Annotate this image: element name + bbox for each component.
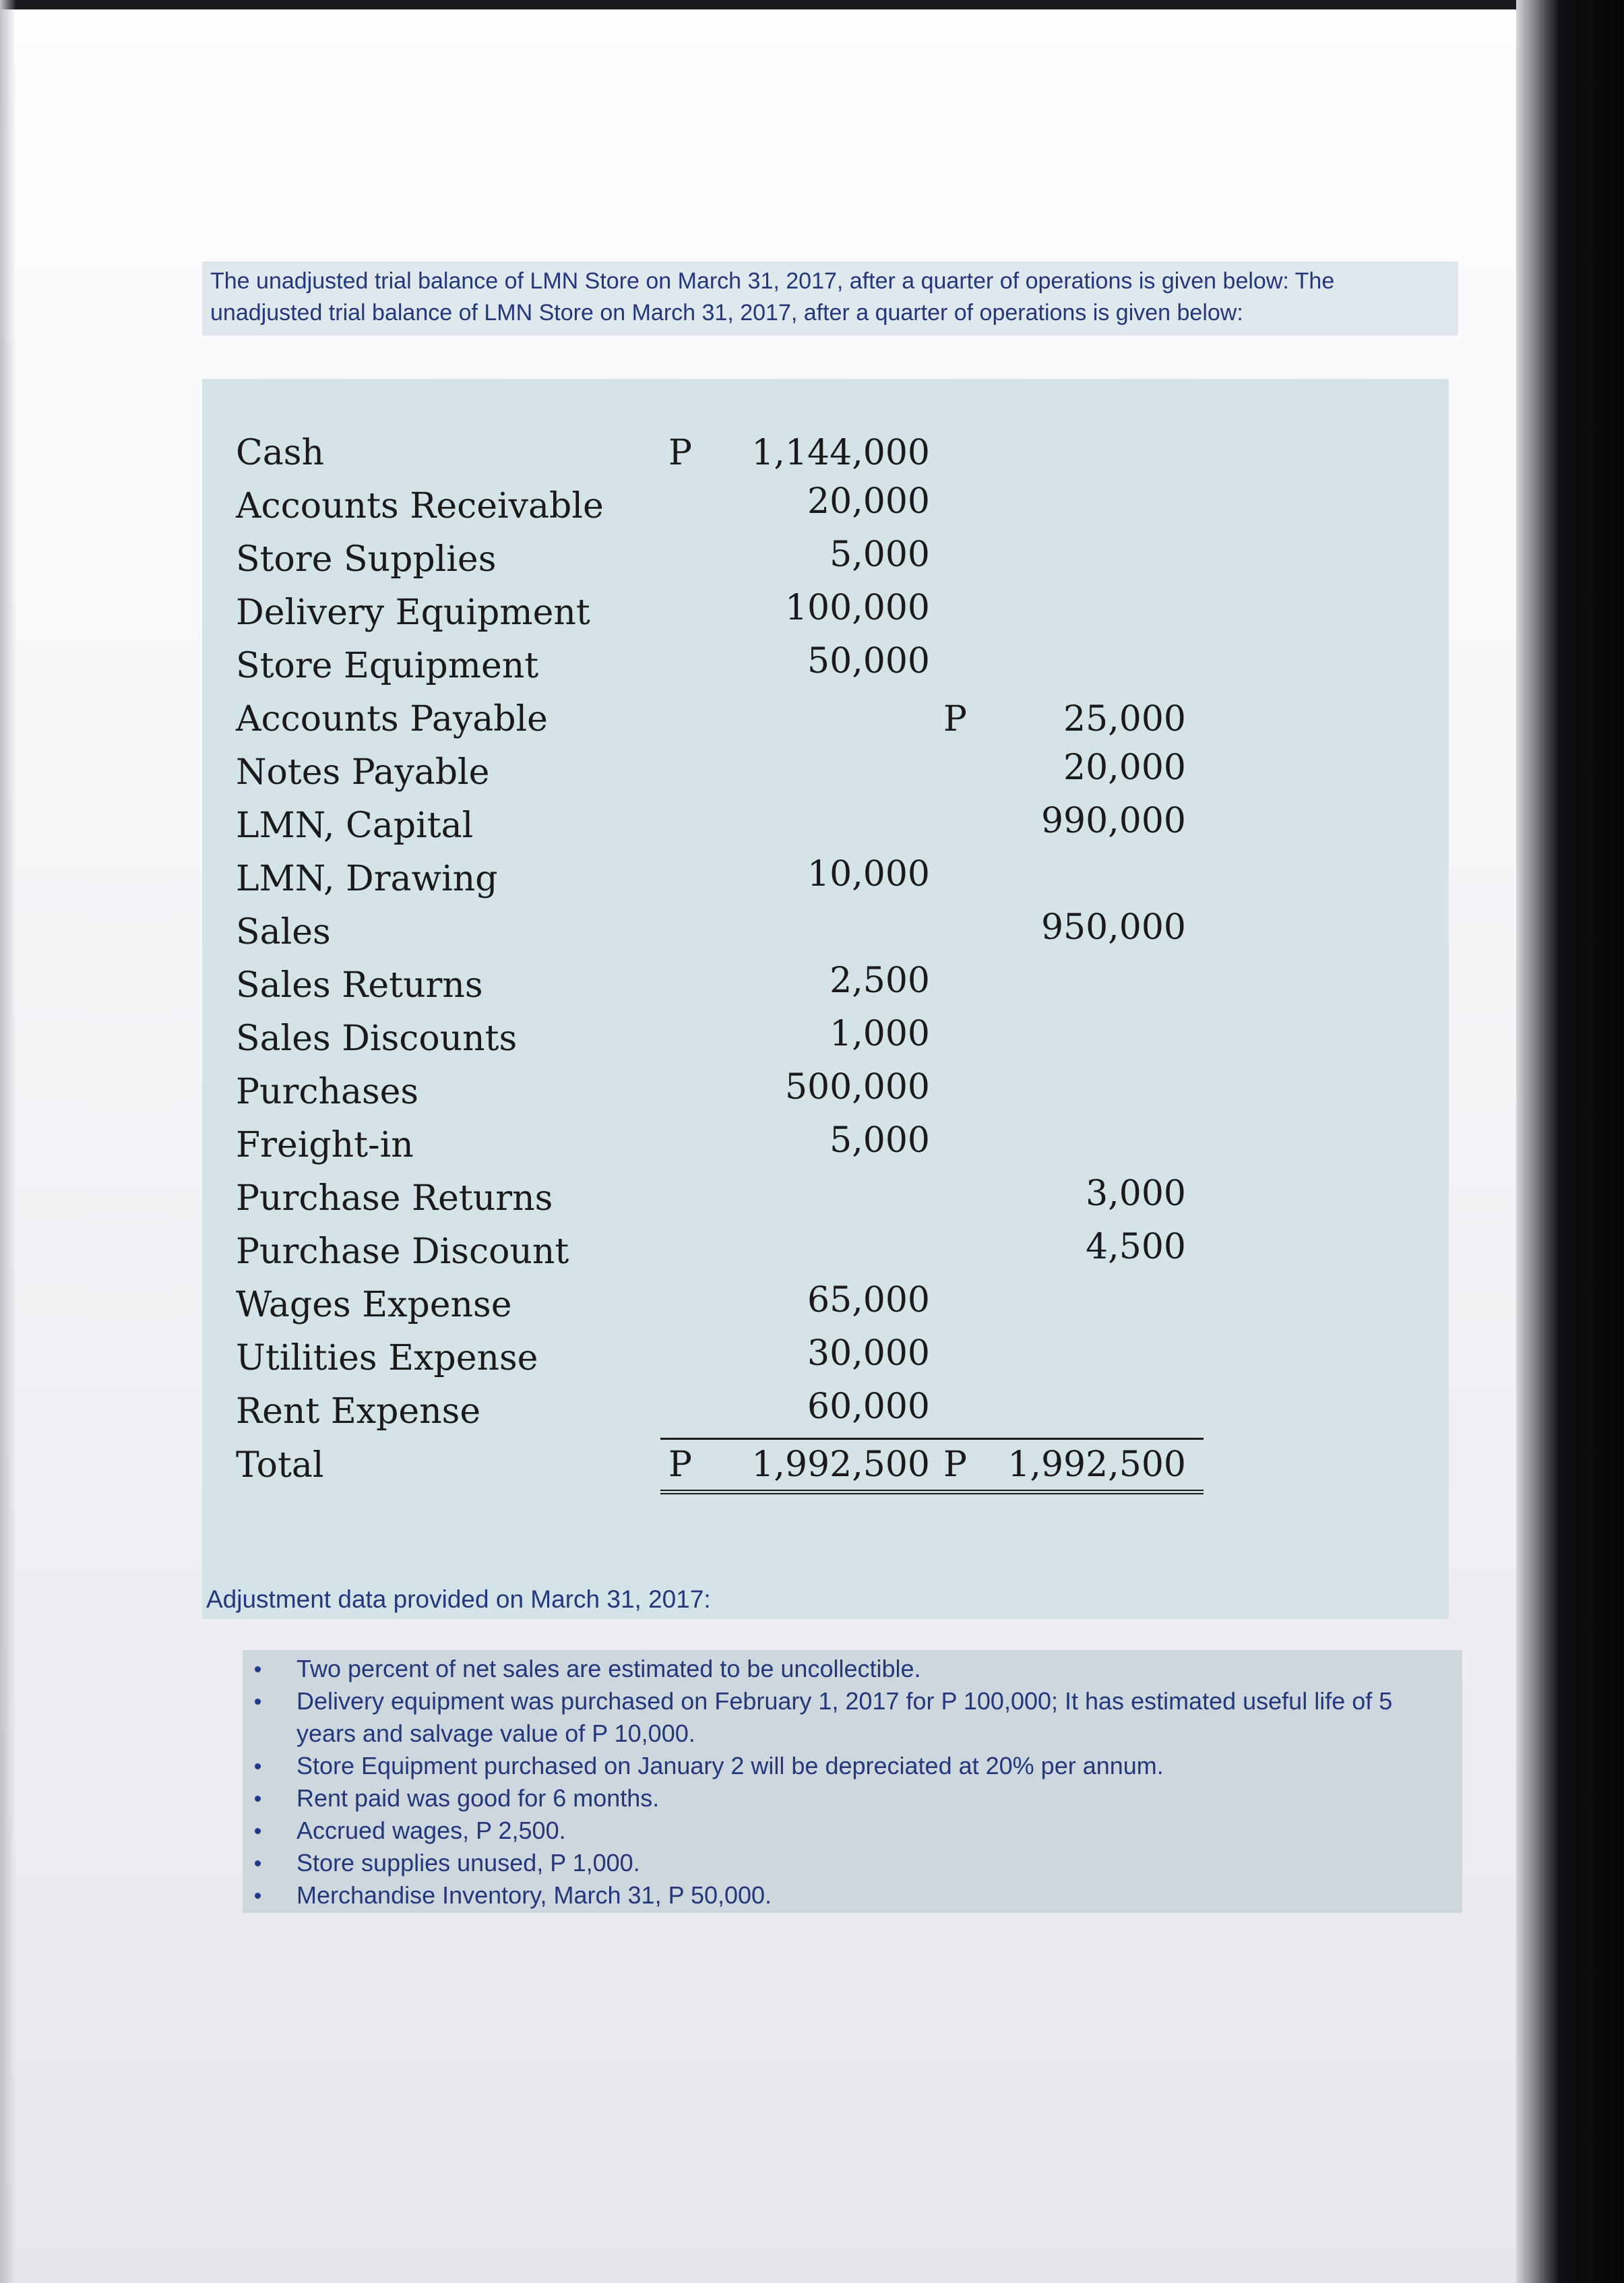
list-item [249, 1879, 1449, 1912]
account-name: Sales Discounts [236, 1018, 518, 1059]
credit-cell [935, 586, 1204, 639]
table-row [236, 1331, 1204, 1384]
debit-amount: 30,000 [807, 1333, 930, 1374]
debit-cell [660, 639, 935, 692]
credit-cell [935, 905, 1204, 958]
trial-balance-table [236, 426, 1204, 1494]
list-item [249, 1782, 1449, 1815]
list-item [249, 1847, 1449, 1879]
debit-amount: 500,000 [784, 1067, 930, 1107]
table-row [236, 799, 1204, 852]
credit-cell [935, 1439, 1204, 1492]
debit-cell [660, 586, 935, 639]
currency-symbol [660, 588, 668, 628]
adjustment-title: Adjustment data provided on March 31, 2017: [202, 1584, 1449, 1619]
table-row [236, 1278, 1204, 1331]
table-row [236, 958, 1204, 1012]
debit-amount: 1,000 [830, 1014, 930, 1054]
table-row [236, 426, 1204, 479]
table-row [236, 1065, 1204, 1118]
debit-cell [660, 745, 935, 799]
list-item [249, 1653, 1449, 1685]
credit-cell [935, 958, 1204, 1012]
account-name: Accounts Payable [236, 698, 548, 739]
account-name: Purchases [236, 1071, 419, 1112]
currency-symbol [660, 1280, 668, 1320]
bullet-icon [255, 1796, 261, 1802]
currency-symbol [935, 907, 943, 948]
adjustment-text: Rent paid was good for 6 months. [296, 1784, 660, 1812]
debit-cell [660, 1012, 935, 1065]
credit-cell [935, 799, 1204, 852]
debit-cell [660, 852, 935, 905]
adjustment-text: Merchandise Inventory, March 31, P 50,000. [296, 1881, 772, 1909]
debit-cell [660, 692, 935, 745]
debit-cell [660, 958, 935, 1012]
currency-symbol [660, 1014, 668, 1054]
credit-cell [935, 426, 1204, 479]
list-item [249, 1685, 1449, 1750]
adjustment-text: Store supplies unused, P 1,000. [296, 1849, 640, 1877]
currency-symbol [660, 1333, 668, 1374]
credit-cell [935, 479, 1204, 532]
credit-cell [935, 745, 1204, 799]
adjustment-list [249, 1653, 1449, 1912]
currency-symbol [935, 748, 943, 788]
total-label: Total [236, 1445, 324, 1486]
adjustment-text: Store Equipment purchased on January 2 will be depreciated at 20% per annum. [296, 1752, 1164, 1779]
account-name: Cash [236, 432, 324, 473]
debit-amount: 5,000 [830, 1120, 930, 1161]
credit-cell [935, 1171, 1204, 1225]
credit-cell [935, 1065, 1204, 1118]
debit-amount: 5,000 [830, 535, 930, 575]
debit-cell [660, 1118, 935, 1171]
adjustment-text: Delivery equipment was purchased on February 1, 2017 for P 100,000; It has estimated useful life of 5 years and salvage value of P 10,000. [296, 1687, 1393, 1747]
table-row [236, 1171, 1204, 1225]
credit-amount: 3,000 [1086, 1174, 1186, 1214]
photo-right-edge [1516, 0, 1624, 2283]
account-name: Purchase Returns [236, 1178, 553, 1219]
credit-cell [935, 1331, 1204, 1384]
account-name: Notes Payable [236, 752, 490, 793]
currency-symbol: P [668, 1444, 692, 1485]
currency-symbol [935, 1227, 943, 1267]
account-name: LMN, Capital [236, 805, 474, 846]
account-name: Sales [236, 911, 331, 952]
credit-cell [935, 1384, 1204, 1439]
bullet-icon [255, 1763, 261, 1769]
currency-symbol [660, 481, 668, 522]
table-row [236, 745, 1204, 799]
debit-amount: 100,000 [784, 588, 930, 628]
debit-amount: 60,000 [807, 1387, 930, 1427]
account-name: Purchase Discount [236, 1231, 569, 1272]
debit-cell [660, 1331, 935, 1384]
credit-cell [935, 1012, 1204, 1065]
credit-amount: 990,000 [1040, 801, 1186, 841]
debit-amount: 65,000 [807, 1280, 930, 1320]
debit-cell [660, 426, 935, 479]
list-item [249, 1815, 1449, 1847]
debit-cell [660, 479, 935, 532]
currency-symbol [660, 641, 668, 681]
table-row [236, 1225, 1204, 1278]
debit-cell [660, 1065, 935, 1118]
account-name: Rent Expense [236, 1391, 481, 1432]
account-name: Utilities Expense [236, 1337, 538, 1378]
credit-amount: 4,500 [1086, 1227, 1186, 1267]
table-row [236, 852, 1204, 905]
account-name: Store Supplies [236, 539, 497, 580]
intro-paragraph: The unadjusted trial balance of LMN Store on March 31, 2017, after a quarter of operations is given below: The unadjusted trial balance of LMN Store on March 31, 2017, after a quarter of operations is given below: [202, 262, 1458, 336]
currency-symbol: P [668, 432, 692, 473]
currency-symbol: P [943, 698, 967, 739]
debit-cell [660, 1384, 935, 1439]
account-name: Delivery Equipment [236, 592, 590, 633]
table-row [236, 1118, 1204, 1171]
bullet-icon [255, 1699, 261, 1705]
debit-cell [660, 1225, 935, 1278]
photo-left-shadow [0, 0, 16, 2283]
table-row [236, 905, 1204, 958]
list-item [249, 1750, 1449, 1782]
account-name: Store Equipment [236, 645, 539, 686]
credit-cell [935, 1118, 1204, 1171]
table-row [236, 586, 1204, 639]
debit-cell [660, 905, 935, 958]
debit-cell [660, 1171, 935, 1225]
debit-amount: 20,000 [807, 481, 930, 522]
currency-symbol [660, 1387, 668, 1427]
currency-symbol [660, 854, 668, 894]
total-row [236, 1439, 1204, 1492]
debit-amount: 2,500 [830, 961, 930, 1001]
debit-amount: 10,000 [807, 854, 930, 894]
debit-cell [660, 1278, 935, 1331]
account-name: Freight-in [236, 1124, 414, 1165]
bullet-icon [255, 1860, 261, 1866]
debit-amount: 1,144,000 [751, 432, 930, 473]
account-name: Sales Returns [236, 965, 483, 1006]
bullet-icon [255, 1893, 261, 1899]
credit-amount: 950,000 [1040, 907, 1186, 948]
currency-symbol [935, 801, 943, 841]
adjustment-text: Accrued wages, P 2,500. [296, 1817, 566, 1844]
credit-amount: 1,992,500 [1007, 1444, 1186, 1485]
credit-cell [935, 852, 1204, 905]
credit-cell [935, 532, 1204, 586]
table-row [236, 479, 1204, 532]
credit-cell [935, 1278, 1204, 1331]
account-name: Accounts Receivable [236, 485, 604, 526]
credit-amount: 25,000 [1063, 698, 1186, 739]
debit-cell [660, 1439, 935, 1492]
currency-symbol [660, 1120, 668, 1161]
adjustment-text: Two percent of net sales are estimated to be uncollectible. [296, 1655, 921, 1682]
table-row [236, 532, 1204, 586]
credit-cell [935, 692, 1204, 745]
credit-cell [935, 1225, 1204, 1278]
table-row [236, 1012, 1204, 1065]
debit-amount: 50,000 [807, 641, 930, 681]
credit-amount: 20,000 [1063, 748, 1186, 788]
account-name: LMN, Drawing [236, 858, 498, 899]
currency-symbol [660, 1067, 668, 1107]
credit-cell [935, 639, 1204, 692]
currency-symbol [935, 1174, 943, 1214]
debit-cell [660, 799, 935, 852]
account-name: Wages Expense [236, 1284, 512, 1325]
table-row [236, 692, 1204, 745]
debit-cell [660, 532, 935, 586]
photo-top-edge [0, 0, 1624, 9]
bullet-icon [255, 1828, 261, 1834]
table-row [236, 639, 1204, 692]
debit-amount: 1,992,500 [751, 1444, 930, 1485]
table-row [236, 1384, 1204, 1439]
currency-symbol: P [943, 1444, 967, 1485]
currency-symbol [660, 961, 668, 1001]
bullet-icon [255, 1666, 261, 1672]
currency-symbol [660, 535, 668, 575]
